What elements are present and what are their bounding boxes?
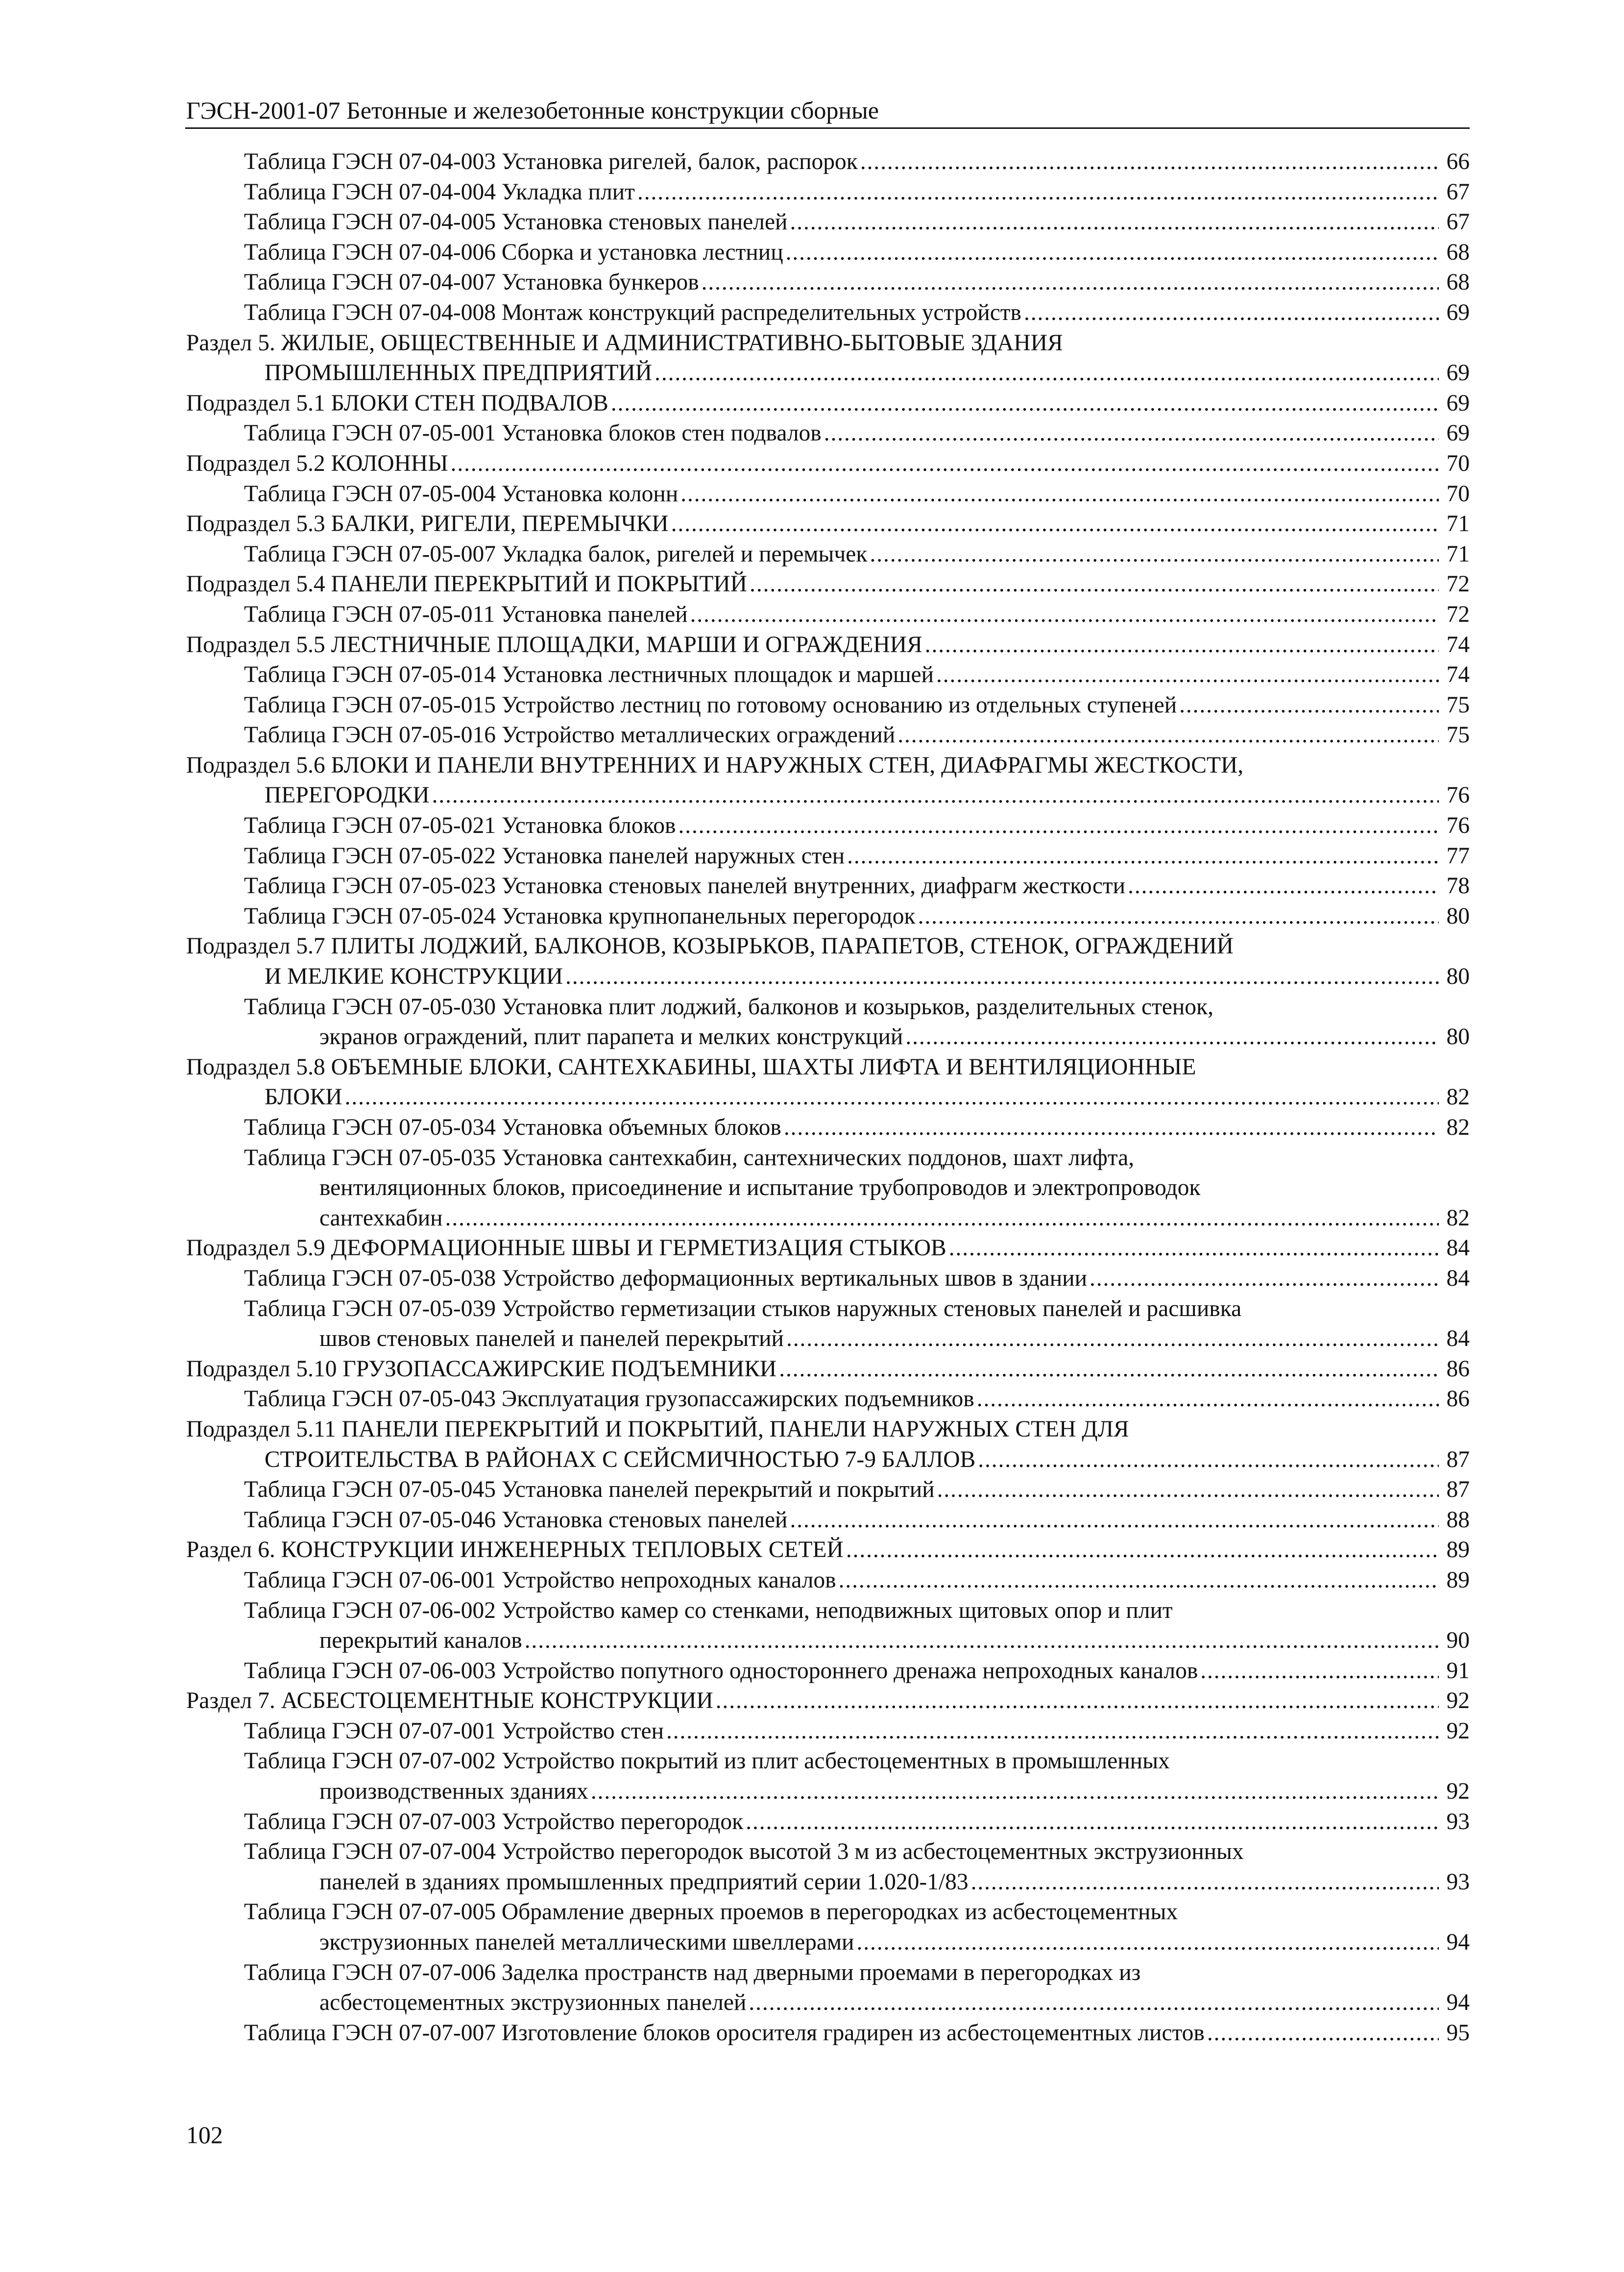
toc-entry-text: Таблица ГЭСН 07-05-016 Устройство металлических ограждений: [244, 722, 896, 748]
toc-page-number: 76: [1446, 782, 1470, 808]
dot-leader: [1207, 2018, 1439, 2049]
toc-page-number: 80: [1446, 964, 1470, 990]
toc-entry-line: [186, 992, 1470, 1023]
toc-entry-line: [186, 1686, 1470, 1716]
toc-entry-table: [186, 177, 1470, 208]
toc-entry-line: [186, 1777, 1470, 1807]
toc-entry-table: [186, 1897, 1470, 1957]
toc-entry-line: [186, 751, 1470, 781]
toc-entry-line: [186, 1988, 1470, 2018]
dot-leader: [870, 539, 1439, 570]
toc-entry-text: Таблица ГЭСН 07-05-039 Устройство герметизации стыков наружных стеновых панелей и расшивка: [244, 1295, 1242, 1321]
toc-page-number: 70: [1446, 481, 1470, 507]
dot-leader: [702, 268, 1439, 298]
dot-leader: [977, 1384, 1439, 1415]
dot-leader: [678, 811, 1439, 841]
toc-entry-line: [186, 207, 1470, 238]
toc-page-number: 88: [1446, 1507, 1470, 1533]
toc-entry-text: Таблица ГЭСН 07-05-038 Устройство деформационных вертикальных швов в здании: [244, 1265, 1088, 1291]
dot-leader: [905, 1022, 1439, 1052]
toc-page-number: 89: [1446, 1537, 1470, 1563]
toc-entry-text: панелей в зданиях промышленных предприятий серии 1.020-1/83: [319, 1869, 969, 1895]
dot-leader: [1090, 1264, 1439, 1294]
toc-entry-line: [186, 600, 1470, 630]
toc-entry-line: [186, 569, 1470, 600]
toc-page-number: 69: [1446, 390, 1470, 416]
header-rule: [185, 127, 1470, 129]
toc-page-number: 92: [1446, 1688, 1470, 1714]
toc-page-number: 94: [1446, 1990, 1470, 2016]
toc-entry-line: [186, 1022, 1470, 1052]
toc-entry-line: [186, 1837, 1470, 1867]
toc-entry-line: [186, 449, 1470, 479]
toc-entry-text: Таблица ГЭСН 07-05-004 Установка колонн: [244, 481, 679, 507]
toc-entry-line: [186, 2018, 1470, 2049]
toc-page-number: 75: [1446, 692, 1470, 718]
toc-entry-text: Подраздел 5.1 БЛОКИ СТЕН ПОДВАЛОВ: [186, 390, 608, 416]
toc-page-number: 94: [1446, 1930, 1470, 1955]
toc-entry-table: [186, 992, 1470, 1052]
toc-entry-line: [186, 720, 1470, 751]
toc-entry-table: [186, 1656, 1470, 1686]
toc-entry-text: Таблица ГЭСН 07-05-021 Установка блоков: [244, 813, 676, 839]
toc-entry-line: [186, 1565, 1470, 1596]
toc-entry-text: экранов ограждений, плит парапета и мелких конструкций: [319, 1024, 903, 1050]
toc-page-number: 72: [1446, 601, 1470, 627]
toc-page-number: 82: [1446, 1115, 1470, 1140]
toc-entry-line: [186, 962, 1470, 992]
toc-entry-text: Таблица ГЭСН 07-05-022 Установка панелей наружных стен: [244, 843, 845, 869]
toc-entry-line: [186, 1596, 1470, 1626]
toc-entry-line: [186, 1324, 1470, 1354]
toc-entry-table: [186, 1746, 1470, 1807]
dot-leader: [445, 1203, 1439, 1234]
toc-entry-line: [186, 539, 1470, 570]
toc-page-number: 82: [1446, 1084, 1470, 1110]
toc-page-number: 69: [1446, 299, 1470, 325]
toc-entry-line: [186, 268, 1470, 298]
dot-leader: [918, 902, 1439, 932]
toc-entry-sub: [186, 389, 1470, 419]
toc-entry-line: [186, 1626, 1470, 1656]
toc-entry-text: Подраздел 5.3 БАЛКИ, РИГЕЛИ, ПЕРЕМЫЧКИ: [186, 511, 669, 537]
toc-entry-line: [186, 1807, 1470, 1837]
toc-page-number: 90: [1446, 1628, 1470, 1654]
toc-entry-line: [186, 1384, 1470, 1415]
toc-page-number: 84: [1446, 1326, 1470, 1352]
toc-entry-line: [186, 690, 1470, 721]
dot-leader: [637, 177, 1439, 208]
toc-entry-text: Таблица ГЭСН 07-07-006 Заделка пространств над дверными проемами в перегородках из: [244, 1959, 1141, 1985]
toc-entry-table: [186, 2018, 1470, 2049]
toc-entry-text: Таблица ГЭСН 07-04-007 Установка бункеров: [244, 269, 699, 295]
toc-entry-sub: [186, 1354, 1470, 1385]
toc-entry-text: Подраздел 5.7 ПЛИТЫ ЛОДЖИЙ, БАЛКОНОВ, КОЗЫРЬКОВ, ПАРАПЕТОВ, СТЕНОК, ОГРАЖДЕНИЙ: [186, 933, 1234, 959]
toc-page-number: 76: [1446, 813, 1470, 839]
dot-leader: [936, 660, 1439, 690]
toc-page-number: 69: [1446, 360, 1470, 386]
toc-entry-line: [186, 781, 1470, 811]
toc-entry-text: Подраздел 5.4 ПАНЕЛИ ПЕРЕКРЫТИЙ И ПОКРЫТИЙ: [186, 571, 748, 597]
toc-entry-text: асбестоцементных экструзионных панелей: [319, 1990, 747, 2016]
toc-entry-text: перекрытий каналов: [319, 1628, 522, 1654]
toc-page-number: 80: [1446, 1024, 1470, 1050]
dot-leader: [451, 449, 1439, 479]
toc-entry-line: [186, 1928, 1470, 1958]
toc-entry-line: [186, 1354, 1470, 1385]
toc-page-number: 75: [1446, 722, 1470, 748]
dot-leader: [779, 1354, 1439, 1385]
running-header: ГЭСН-2001-07 Бетонные и железобетонные конструкции сборные: [186, 97, 879, 124]
toc-page-number: 77: [1446, 843, 1470, 869]
toc-entry-line: [186, 1173, 1470, 1203]
dot-leader: [716, 1686, 1439, 1716]
dot-leader: [847, 841, 1439, 872]
toc-entry-sub: [186, 509, 1470, 539]
toc-entry-text: Раздел 6. КОНСТРУКЦИИ ИНЖЕНЕРНЫХ ТЕПЛОВЫХ СЕТЕЙ: [186, 1537, 844, 1563]
toc-entry-line: [186, 1143, 1470, 1173]
dot-leader: [937, 1475, 1439, 1505]
toc-entry-text: Таблица ГЭСН 07-05-030 Установка плит лоджий, балконов и козырьков, разделительных стенок,: [244, 994, 1213, 1020]
toc-entry-text: Таблица ГЭСН 07-05-043 Эксплуатация грузопассажирских подъемников: [244, 1386, 974, 1412]
toc-entry-table: [186, 238, 1470, 268]
toc-entry-text: Таблица ГЭСН 07-04-003 Установка ригелей, балок, распорок: [244, 149, 858, 174]
toc-entry-line: [186, 418, 1470, 449]
toc-page-number: 93: [1446, 1869, 1470, 1895]
toc-entry-line: [186, 1535, 1470, 1565]
toc-entry-text: Таблица ГЭСН 07-04-004 Укладка плит: [244, 179, 635, 205]
dot-leader: [1179, 690, 1439, 721]
toc-entry-line: [186, 1294, 1470, 1324]
toc-entry-text: И МЕЛКИЕ КОНСТРУКЦИИ: [265, 964, 563, 990]
toc-entry-text: Таблица ГЭСН 07-05-001 Установка блоков стен подвалов: [244, 420, 822, 446]
toc-entry-text: экструзионных панелей металлическими швеллерами: [319, 1930, 854, 1955]
toc-page-number: 74: [1446, 662, 1470, 688]
toc-page-number: 87: [1446, 1446, 1470, 1472]
toc-entry-text: ПЕРЕГОРОДКИ: [265, 782, 430, 808]
toc-entry-table: [186, 660, 1470, 690]
dot-leader: [784, 1113, 1439, 1143]
dot-leader: [786, 238, 1439, 268]
toc-entry-text: Таблица ГЭСН 07-05-024 Установка крупнопанельных перегородок: [244, 903, 916, 929]
toc-entry-text: вентиляционных блоков, присоединение и испытание трубопроводов и электропроводок: [319, 1175, 1201, 1201]
toc-entry-text: Таблица ГЭСН 07-06-001 Устройство непроходных каналов: [244, 1567, 836, 1593]
toc-entry-text: ПРОМЫШЛЕННЫХ ПРЕДПРИЯТИЙ: [265, 360, 653, 386]
toc-entry-table: [186, 298, 1470, 328]
toc-entry-line: [186, 1656, 1470, 1686]
toc-entry-section: [186, 1535, 1470, 1565]
toc-entry-table: [186, 207, 1470, 238]
toc-page-number: 67: [1446, 209, 1470, 235]
toc-entry-line: [186, 660, 1470, 690]
toc-entry-text: Подраздел 5.10 ГРУЗОПАССАЖИРСКИЕ ПОДЪЕМНИКИ: [186, 1356, 777, 1382]
toc-entry-text: Таблица ГЭСН 07-07-002 Устройство покрытий из плит асбестоцементных в промышленных: [244, 1748, 1170, 1774]
dot-leader: [611, 389, 1439, 419]
dot-leader: [666, 1716, 1439, 1747]
toc-entry-line: [186, 1052, 1470, 1083]
toc-entry-section: [186, 328, 1470, 389]
toc-entry-table: [186, 1384, 1470, 1415]
toc-entry-sub: [186, 1052, 1470, 1113]
toc-entry-line: [186, 902, 1470, 932]
toc-entry-text: Подраздел 5.9 ДЕФОРМАЦИОННЫЕ ШВЫ И ГЕРМЕТИЗАЦИЯ СТЫКОВ: [186, 1235, 946, 1261]
dot-leader: [790, 207, 1439, 238]
toc-entry-table: [186, 268, 1470, 298]
toc-page-number: 71: [1446, 541, 1470, 567]
toc-entry-sub: [186, 931, 1470, 992]
toc-page-number: 92: [1446, 1779, 1470, 1805]
toc-entry-text: Таблица ГЭСН 07-07-007 Изготовление блоков оросителя градирен из асбестоцементных листов: [244, 2020, 1205, 2046]
toc-entry-text: Раздел 7. АСБЕСТОЦЕМЕНТНЫЕ КОНСТРУКЦИИ: [186, 1688, 713, 1714]
dot-leader: [786, 1324, 1439, 1354]
toc-entry-text: Таблица ГЭСН 07-05-015 Устройство лестниц по готовому основанию из отдельных ступеней: [244, 692, 1177, 718]
toc-entry-line: [186, 509, 1470, 539]
toc-page-number: 91: [1446, 1658, 1470, 1684]
dot-leader: [971, 1867, 1439, 1898]
toc-entry-text: Таблица ГЭСН 07-06-002 Устройство камер со стенками, неподвижных щитовых опор и плит: [244, 1597, 1173, 1623]
toc-entry-line: [186, 328, 1470, 359]
toc-entry-text: Таблица ГЭСН 07-07-003 Устройство перегородок: [244, 1808, 744, 1834]
dot-leader: [654, 358, 1439, 389]
toc-entry-line: [186, 1082, 1470, 1113]
toc-entry-text: Таблица ГЭСН 07-05-034 Установка объемных блоков: [244, 1115, 781, 1140]
toc-entry-line: [186, 479, 1470, 510]
toc-entry-line: [186, 298, 1470, 328]
toc-entry-table: [186, 1143, 1470, 1234]
toc-entry-line: [186, 1113, 1470, 1143]
toc-entry-text: Подраздел 5.6 БЛОКИ И ПАНЕЛИ ВНУТРЕННИХ И НАРУЖНЫХ СТЕН, ДИАФРАГМЫ ЖЕСТКОСТИ,: [186, 752, 1244, 778]
toc-entry-line: [186, 147, 1470, 177]
dot-leader: [690, 600, 1439, 630]
toc-entry-line: [186, 1505, 1470, 1536]
toc-entry-line: [186, 841, 1470, 872]
toc-entry-text: Таблица ГЭСН 07-05-023 Установка стеновых панелей внутренних, диафрагм жесткости: [244, 873, 1126, 899]
toc-page-number: 72: [1446, 571, 1470, 597]
toc-entry-sub: [186, 449, 1470, 479]
toc-page-number: 87: [1446, 1477, 1470, 1503]
toc-page-number: 69: [1446, 420, 1470, 446]
toc-entry-line: [186, 177, 1470, 208]
toc-page-number: 92: [1446, 1718, 1470, 1744]
toc-entry-text: Таблица ГЭСН 07-07-005 Обрамление дверных проемов в перегородках из асбестоцементных: [244, 1899, 1178, 1925]
toc-entry-table: [186, 1807, 1470, 1837]
toc-entry-text: Подраздел 5.11 ПАНЕЛИ ПЕРЕКРЫТИЙ И ПОКРЫТИЙ, ПАНЕЛИ НАРУЖНЫХ СТЕН ДЛЯ: [186, 1416, 1129, 1442]
dot-leader: [525, 1626, 1439, 1656]
toc-entry-table: [186, 1505, 1470, 1536]
toc-entry-text: Раздел 5. ЖИЛЫЕ, ОБЩЕСТВЕННЫЕ И АДМИНИСТРАТИВНО-БЫТОВЫЕ ЗДАНИЯ: [186, 330, 1063, 356]
toc-page-number: 89: [1446, 1567, 1470, 1593]
dot-leader: [432, 781, 1439, 811]
toc-entry-table: [186, 720, 1470, 751]
toc-entry-text: Подраздел 5.8 ОБЪЕМНЫЕ БЛОКИ, САНТЕХКАБИНЫ, ШАХТЫ ЛИФТА И ВЕНТИЛЯЦИОННЫЕ: [186, 1054, 1196, 1080]
toc-entry-line: [186, 871, 1470, 902]
toc-entry-text: Таблица ГЭСН 07-04-008 Монтаж конструкций распределительных устройств: [244, 299, 1021, 325]
dot-leader: [925, 630, 1439, 660]
toc-entry-line: [186, 1897, 1470, 1928]
dot-leader: [949, 1233, 1439, 1264]
toc-page-number: 78: [1446, 873, 1470, 899]
page-number: 102: [186, 2121, 223, 2149]
toc-entry-table: [186, 600, 1470, 630]
toc-entry-line: [186, 1233, 1470, 1264]
toc-entry-line: [186, 238, 1470, 268]
toc-entry-line: [186, 1475, 1470, 1505]
toc-entry-table: [186, 1565, 1470, 1596]
toc-entry-sub: [186, 1233, 1470, 1264]
toc-entry-table: [186, 1596, 1470, 1656]
toc-entry-table: [186, 690, 1470, 721]
dot-leader: [1024, 298, 1439, 328]
toc-entry-line: [186, 1445, 1470, 1475]
dot-leader: [746, 1807, 1439, 1837]
toc-entry-table: [186, 871, 1470, 902]
toc-entry-text: Подраздел 5.2 КОЛОННЫ: [186, 450, 448, 476]
toc-entry-line: [186, 630, 1470, 660]
toc-page-number: 86: [1446, 1356, 1470, 1382]
toc-entry-table: [186, 1475, 1470, 1505]
toc-entry-text: Таблица ГЭСН 07-07-001 Устройство стен: [244, 1718, 664, 1744]
dot-leader: [749, 1988, 1439, 2018]
dot-leader: [680, 479, 1439, 510]
dot-leader: [1128, 871, 1439, 902]
toc-entry-sub: [186, 751, 1470, 811]
dot-leader: [856, 1928, 1439, 1958]
dot-leader: [565, 962, 1439, 992]
toc-entry-text: Таблица ГЭСН 07-05-014 Установка лестничных площадок и маршей: [244, 662, 934, 688]
toc-entry-sub: [186, 630, 1470, 660]
dot-leader: [897, 720, 1439, 751]
dot-leader: [860, 147, 1439, 177]
toc-entry-table: [186, 1958, 1470, 2018]
toc-entry-line: [186, 1716, 1470, 1747]
toc-entry-sub: [186, 1415, 1470, 1475]
table-of-contents: [186, 147, 1470, 2048]
toc-entry-text: БЛОКИ: [265, 1084, 342, 1110]
toc-page-number: 84: [1446, 1265, 1470, 1291]
toc-entry-table: [186, 841, 1470, 872]
toc-page-number: 70: [1446, 450, 1470, 476]
toc-entry-line: [186, 389, 1470, 419]
dot-leader: [839, 1565, 1439, 1596]
toc-entry-line: [186, 358, 1470, 389]
toc-entry-text: сантехкабин: [319, 1205, 443, 1231]
toc-page-number: 86: [1446, 1386, 1470, 1412]
toc-entry-line: [186, 1746, 1470, 1777]
toc-page-number: 67: [1446, 179, 1470, 205]
toc-page-number: 66: [1446, 149, 1470, 174]
toc-entry-text: Таблица ГЭСН 07-06-003 Устройство попутного одностороннего дренажа непроходных каналов: [244, 1658, 1198, 1684]
toc-entry-table: [186, 902, 1470, 932]
toc-entry-text: Таблица ГЭСН 07-04-005 Установка стеновых панелей: [244, 209, 788, 235]
dot-leader: [345, 1082, 1439, 1113]
toc-entry-line: [186, 1867, 1470, 1898]
toc-page-number: 82: [1446, 1205, 1470, 1231]
toc-entry-text: Таблица ГЭСН 07-05-045 Установка панелей перекрытий и покрытий: [244, 1477, 935, 1503]
dot-leader: [750, 569, 1439, 600]
toc-entry-table: [186, 1837, 1470, 1897]
dot-leader: [591, 1777, 1439, 1807]
toc-entry-sub: [186, 569, 1470, 600]
toc-entry-text: Таблица ГЭСН 07-07-004 Устройство перегородок высотой 3 м из асбестоцементных экструзионных: [244, 1839, 1244, 1865]
dot-leader: [846, 1535, 1439, 1565]
toc-entry-line: [186, 931, 1470, 962]
toc-entry-text: Таблица ГЭСН 07-05-011 Установка панелей: [244, 601, 688, 627]
toc-entry-line: [186, 1415, 1470, 1445]
dot-leader: [824, 418, 1439, 449]
toc-entry-table: [186, 1716, 1470, 1747]
toc-page-number: 93: [1446, 1808, 1470, 1834]
toc-entry-section: [186, 1686, 1470, 1716]
toc-entry-text: Таблица ГЭСН 07-05-007 Укладка балок, ригелей и перемычек: [244, 541, 868, 567]
dot-leader: [978, 1445, 1439, 1475]
toc-entry-line: [186, 811, 1470, 841]
toc-entry-text: производственных зданиях: [319, 1779, 588, 1805]
toc-entry-table: [186, 1294, 1470, 1354]
dot-leader: [1200, 1656, 1439, 1686]
toc-entry-table: [186, 418, 1470, 449]
toc-entry-table: [186, 1113, 1470, 1143]
toc-entry-line: [186, 1958, 1470, 1988]
dot-leader: [671, 509, 1439, 539]
toc-page-number: 71: [1446, 511, 1470, 537]
toc-entry-table: [186, 147, 1470, 177]
toc-entry-text: СТРОИТЕЛЬСТВА В РАЙОНАХ С СЕЙСМИЧНОСТЬЮ 7-9 БАЛЛОВ: [265, 1446, 976, 1472]
toc-page-number: 68: [1446, 239, 1470, 265]
toc-page-number: 68: [1446, 269, 1470, 295]
dot-leader: [790, 1505, 1439, 1536]
toc-entry-text: Таблица ГЭСН 07-05-035 Установка сантехкабин, сантехнических поддонов, шахт лифта,: [244, 1145, 1135, 1171]
toc-entry-line: [186, 1264, 1470, 1294]
toc-entry-text: Таблица ГЭСН 07-05-046 Установка стеновых панелей: [244, 1507, 788, 1533]
toc-page-number: 80: [1446, 903, 1470, 929]
toc-entry-text: Подраздел 5.5 ЛЕСТНИЧНЫЕ ПЛОЩАДКИ, МАРШИ И ОГРАЖДЕНИЯ: [186, 632, 922, 658]
toc-entry-line: [186, 1203, 1470, 1234]
toc-entry-text: швов стеновых панелей и панелей перекрытий: [319, 1326, 784, 1352]
toc-entry-table: [186, 1264, 1470, 1294]
toc-entry-table: [186, 479, 1470, 510]
toc-entry-text: Таблица ГЭСН 07-04-006 Сборка и установка лестниц: [244, 239, 783, 265]
toc-page-number: 95: [1446, 2020, 1470, 2046]
toc-page-number: 84: [1446, 1235, 1470, 1261]
toc-page-number: 74: [1446, 632, 1470, 658]
toc-entry-table: [186, 539, 1470, 570]
toc-entry-table: [186, 811, 1470, 841]
